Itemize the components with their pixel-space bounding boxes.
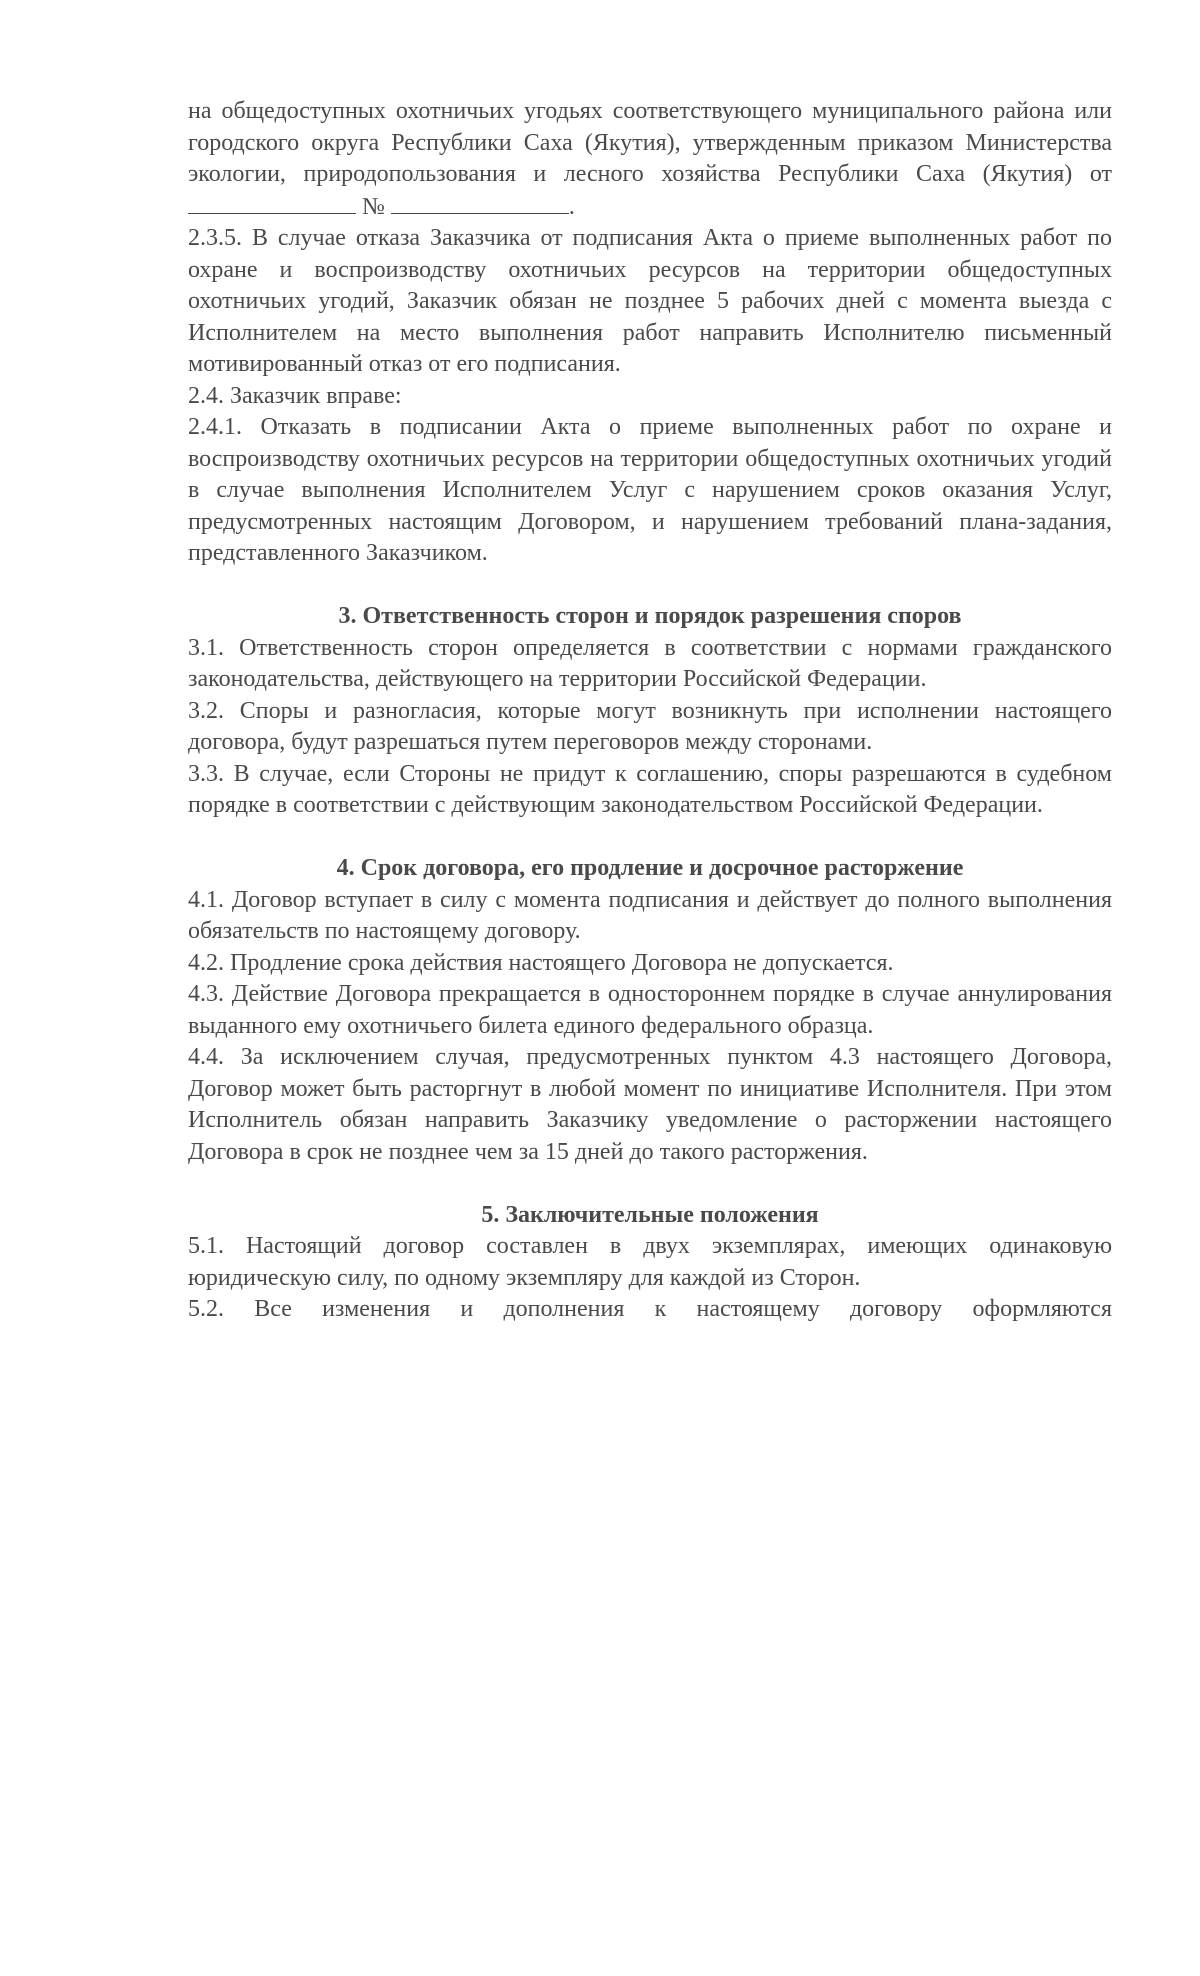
paragraph-4-3: 4.3. Действие Договора прекращается в одностороннем порядке в случае аннулирования выданного ему охотничьего билета единого федерального образца. (188, 981, 1112, 1039)
paragraph-4-2: 4.2. Продление срока действия настоящего Договора не допускается. (188, 949, 894, 976)
intro-paragraph (188, 96, 1112, 223)
section-3-heading: 3. Ответственность сторон и порядок разрешения споров (338, 603, 962, 629)
paragraph-4-1: 4.1. Договор вступает в силу с момента подписания и действует до полного выполнения обязательств по настоящему договору. (188, 886, 1112, 944)
section-gap (188, 822, 1112, 854)
paragraph-2-4-1: 2.4.1. Отказать в подписании Акта о приеме выполненных работ по охране и воспроизводству охотничьих ресурсов на территории общедоступных охотничьих угодий в случае выполнения Исполнителем Услуг с нарушением сроков оказания Услуг, предусмотренных настоящим Договором, и нарушением требований плана-задания, представленного Заказчиком. (188, 414, 1112, 566)
paragraph-3-2: 3.2. Споры и разногласия, которые могут возникнуть при исполнении настоящего договора, будут разрешаться путем переговоров между сторонами. (188, 697, 1112, 755)
paragraph-2-4: 2.4. Заказчик вправе: (188, 382, 402, 409)
paragraph-2-3-5: 2.3.5. В случае отказа Заказчика от подписания Акта о приеме выполненных работ по охране и воспроизводству охотничьих ресурсов на территории общедоступных охотничьих угодий, Заказчик обязан не позднее 5 рабочих дней с момента выезда с Исполнителем на место выполнения работ направить Исполнителю письменный мотивированный отказ от его подписания. (188, 225, 1112, 377)
date-blank-line (188, 191, 356, 214)
number-sign: № (362, 193, 385, 220)
section-4-heading: 4. Срок договора, его продление и досрочное расторжение (336, 855, 964, 881)
paragraph-5-2: 5.2. Все изменения и дополнения к настоящему договору оформляются (188, 1296, 1112, 1322)
number-blank-line (391, 191, 569, 214)
paragraph-5-1: 5.1. Настоящий договор составлен в двух экземплярах, имеющих одинаковую юридическую силу, по одному экземпляру для каждой из Сторон. (188, 1233, 1112, 1291)
paragraph-4-4: 4.4. За исключением случая, предусмотренных пунктом 4.3 настоящего Договора, Договор может быть расторгнут в любой момент по инициативе Исполнителя. При этом Исполнитель обязан направить Заказчику уведомление о расторжении настоящего Договора в срок не позднее чем за 15 дней до такого расторжения. (188, 1044, 1112, 1165)
section-gap (188, 570, 1112, 602)
section-gap (188, 1168, 1112, 1200)
document-body (188, 96, 1112, 1326)
section-5-heading: 5. Заключительные положения (481, 1201, 819, 1228)
intro-end: . (568, 193, 575, 220)
intro-text: на общедоступных охотничьих угодьях соответствующего муниципального района или городского округа Республики Саха (Якутия), утвержденным приказом Министерства экологии, природопользования и лесного хозяйства Республики Саха (Якутия) от (188, 98, 1112, 187)
paragraph-3-3: 3.3. В случае, если Стороны не придут к соглашению, споры разрешаются в судебном порядке в соответствии с действующим законодательством Российской Федерации. (188, 760, 1112, 818)
paragraph-3-1: 3.1. Ответственность сторон определяется в соответствии с нормами гражданского законодательства, действующего на территории Российской Федерации. (188, 634, 1112, 692)
